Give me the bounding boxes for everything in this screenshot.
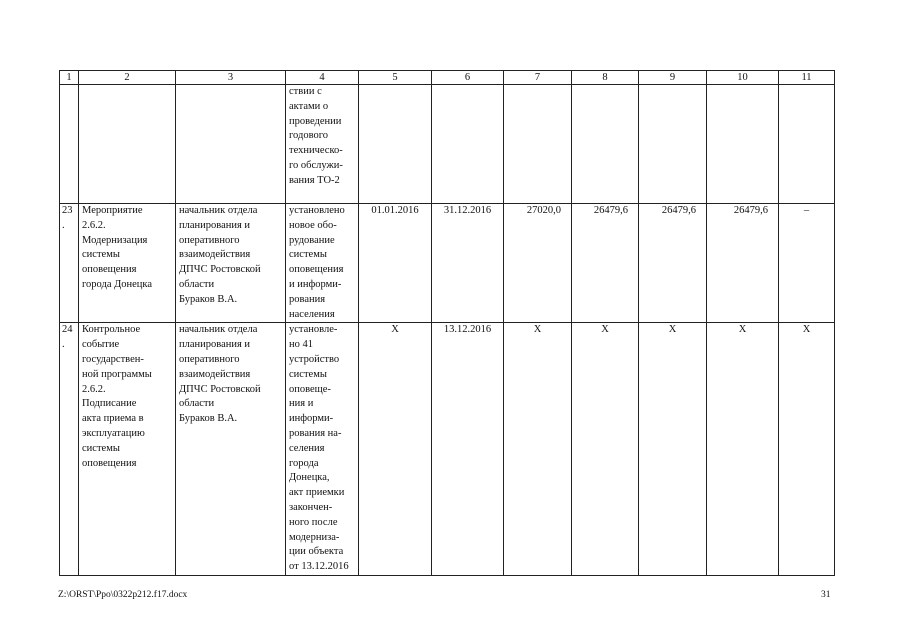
- header-cell: 6: [432, 71, 504, 85]
- amount-cell: 26479,6: [707, 204, 779, 323]
- table-row-23: [60, 204, 835, 323]
- amount-cell: –: [779, 204, 835, 323]
- responsible-cell: начальник отдела планирования и оперативного взаимодействия ДПЧС Ростовской области Бураков В.А.: [176, 323, 286, 576]
- event-name-cell: Мероприятие 2.6.2. Модернизация системы оповещения города Донецка: [79, 204, 176, 323]
- header-cell: 2: [79, 71, 176, 85]
- table-cell: [572, 85, 639, 204]
- amount-cell: 26479,6: [639, 204, 707, 323]
- header-cell: 10: [707, 71, 779, 85]
- table-row-continuation: [60, 85, 835, 204]
- header-cell: 4: [286, 71, 359, 85]
- amount-cell: 27020,0: [504, 204, 572, 323]
- table-cell: [176, 85, 286, 204]
- footer-file-path: Z:\ORST\Ppo\0322p212.f17.docx: [58, 590, 188, 600]
- table-cell: [432, 85, 504, 204]
- table-cell: [639, 85, 707, 204]
- table-cell: [359, 85, 432, 204]
- amount-cell: Х: [707, 323, 779, 576]
- responsible-cell: начальник отдела планирования и оперативного взаимодействия ДПЧС Ростовской области Бураков В.А.: [176, 204, 286, 323]
- table-cell: [79, 85, 176, 204]
- header-cell: 3: [176, 71, 286, 85]
- amount-cell: Х: [639, 323, 707, 576]
- result-cell: установлено новое обо- рудование системы оповещения и информи- рования населения: [286, 204, 359, 323]
- row-number: 23.: [60, 204, 79, 323]
- header-cell: 7: [504, 71, 572, 85]
- table-cell: [60, 85, 79, 204]
- page-number: 31: [821, 590, 831, 600]
- table-row-24: [60, 323, 835, 576]
- table-cell: [504, 85, 572, 204]
- header-cell: 11: [779, 71, 835, 85]
- program-table: [59, 70, 835, 576]
- row-number: 24.: [60, 323, 79, 576]
- amount-cell: Х: [572, 323, 639, 576]
- event-name-cell: Контрольное событие государствен- ной программы 2.6.2. Подписание акта приема в эксплуатацию системы оповещения: [79, 323, 176, 576]
- start-date-cell: Х: [359, 323, 432, 576]
- result-cell: ствии с актами о проведении годового техническо- го обслужи- вания ТО-2: [286, 85, 359, 204]
- amount-cell: Х: [779, 323, 835, 576]
- table-cell: [779, 85, 835, 204]
- result-cell: установле- но 41 устройство системы оповеще- ния и информи- рования на- селения города Донецка, акт приемки закончен- ного после модерниза- ции объекта от 13.12.2016: [286, 323, 359, 576]
- header-row: [60, 71, 835, 85]
- header-cell: 1: [60, 71, 79, 85]
- header-cell: 9: [639, 71, 707, 85]
- end-date-cell: 31.12.2016: [432, 204, 504, 323]
- table-cell: [707, 85, 779, 204]
- header-cell: 8: [572, 71, 639, 85]
- header-cell: 5: [359, 71, 432, 85]
- amount-cell: 26479,6: [572, 204, 639, 323]
- start-date-cell: 01.01.2016: [359, 204, 432, 323]
- end-date-cell: 13.12.2016: [432, 323, 504, 576]
- amount-cell: Х: [504, 323, 572, 576]
